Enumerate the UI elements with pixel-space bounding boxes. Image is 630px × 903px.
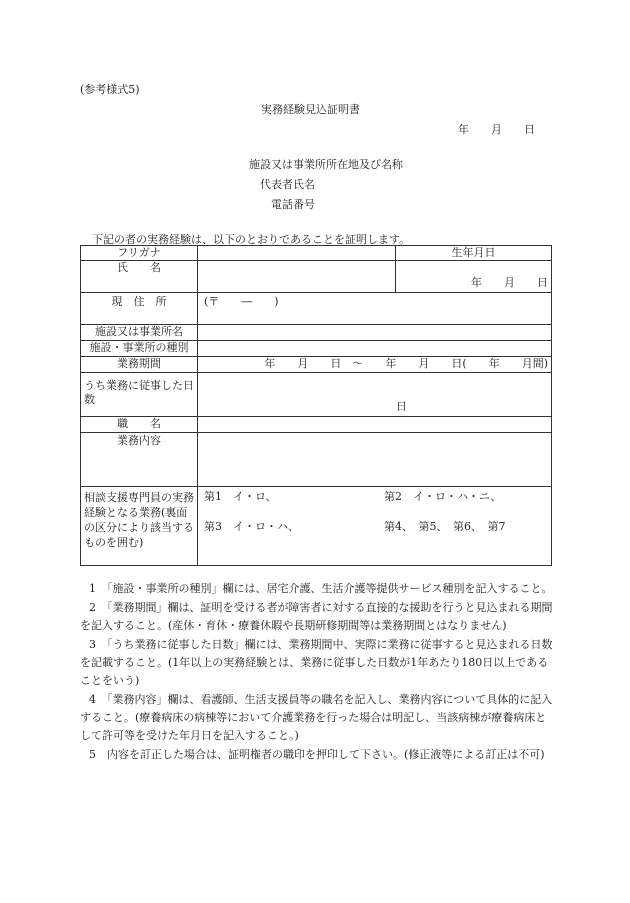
furigana-value[interactable] bbox=[198, 246, 396, 261]
certifier-representative: 代表者氏名 bbox=[260, 178, 315, 191]
address-value[interactable]: (〒 ― ) bbox=[198, 293, 552, 325]
notes-section bbox=[80, 580, 555, 765]
facility-name-label: 施設又は事業所名 bbox=[81, 325, 198, 341]
facility-type-value[interactable] bbox=[198, 341, 552, 357]
certifier-phone: 電話番号 bbox=[271, 198, 315, 211]
intro-statement: 下記の者の実務経験は、以下のとおりであることを証明します。 bbox=[92, 233, 411, 246]
period-value[interactable]: 年 月 日 〜 年 月 日( 年 月間) bbox=[198, 357, 552, 373]
form-reference: (参考様式5) bbox=[80, 83, 140, 96]
facility-type-label: 施設・事業所の種別 bbox=[81, 341, 198, 357]
days-value[interactable]: 日 bbox=[198, 373, 552, 417]
document-title: 実務経験見込証明書 bbox=[261, 103, 360, 116]
job-title-value[interactable] bbox=[198, 417, 552, 433]
period-label: 業務期間 bbox=[81, 357, 198, 373]
birthdate-value[interactable]: 年 月 日 bbox=[396, 261, 552, 293]
days-label: うち業務に従事した日数 bbox=[81, 373, 198, 417]
address-label: 現 住 所 bbox=[81, 293, 198, 325]
certifier-facility: 施設又は事業所所在地及び名称 bbox=[249, 158, 403, 171]
issue-date: 年 月 日 bbox=[458, 123, 535, 136]
category-option-2[interactable]: 第2 イ・ロ・ハ・ニ、 bbox=[384, 490, 502, 503]
duties-value[interactable] bbox=[198, 433, 552, 487]
category-label: 相談支援専門員の実務経験となる業務(裏面の区分により該当するものを囲む) bbox=[81, 487, 198, 566]
facility-name-value[interactable] bbox=[198, 325, 552, 341]
note-item: 5 内容を訂正した場合は、証明権者の職印を押印して下さい。(修正液等による訂正は不可) bbox=[89, 748, 545, 761]
note-item: 4 「業務内容」欄は、看護師、生活支援員等の職名を記入し、業務内容について具体的に記入すること。(療養病床の病棟等において介護業務を行った場合は明記し、当該病棟が療養病床として許可等を受けた年月日を記入すること。) bbox=[80, 693, 553, 742]
certificate-table bbox=[80, 245, 552, 566]
furigana-label: フリガナ bbox=[81, 246, 198, 261]
birthdate-label: 生年月日 bbox=[396, 246, 552, 261]
name-label: 氏 名 bbox=[81, 261, 198, 293]
note-item: 2 「業務期間」欄は、証明を受ける者が障害者に対する直接的な援助を行うと見込まれる期間を記入すること。(産休・育休・療養休暇や長期研修期間等は業務期間とはなりません) bbox=[80, 601, 553, 632]
note-item: 1 「施設・事業所の種別」欄には、居宅介護、生活介護等提供サービス種別を記入すること。 bbox=[89, 582, 553, 595]
note-item: 3 「うち業務に従事した日数」欄には、業務期間中、実際に業務に従事すると見込まれる日数を記載すること。(1年以上の実務経験とは、業務に従事した日数が1年あたり180日以上であることをいう) bbox=[80, 638, 553, 687]
category-options bbox=[198, 487, 552, 566]
name-value[interactable] bbox=[198, 261, 396, 293]
category-option-1[interactable]: 第1 イ・ロ、 bbox=[204, 490, 277, 503]
category-option-4-7[interactable]: 第4、 第5、 第6、 第7 bbox=[384, 520, 506, 533]
duties-label: 業務内容 bbox=[81, 433, 198, 487]
category-option-3[interactable]: 第3 イ・ロ・ハ、 bbox=[204, 520, 299, 533]
job-title-label: 職 名 bbox=[81, 417, 198, 433]
